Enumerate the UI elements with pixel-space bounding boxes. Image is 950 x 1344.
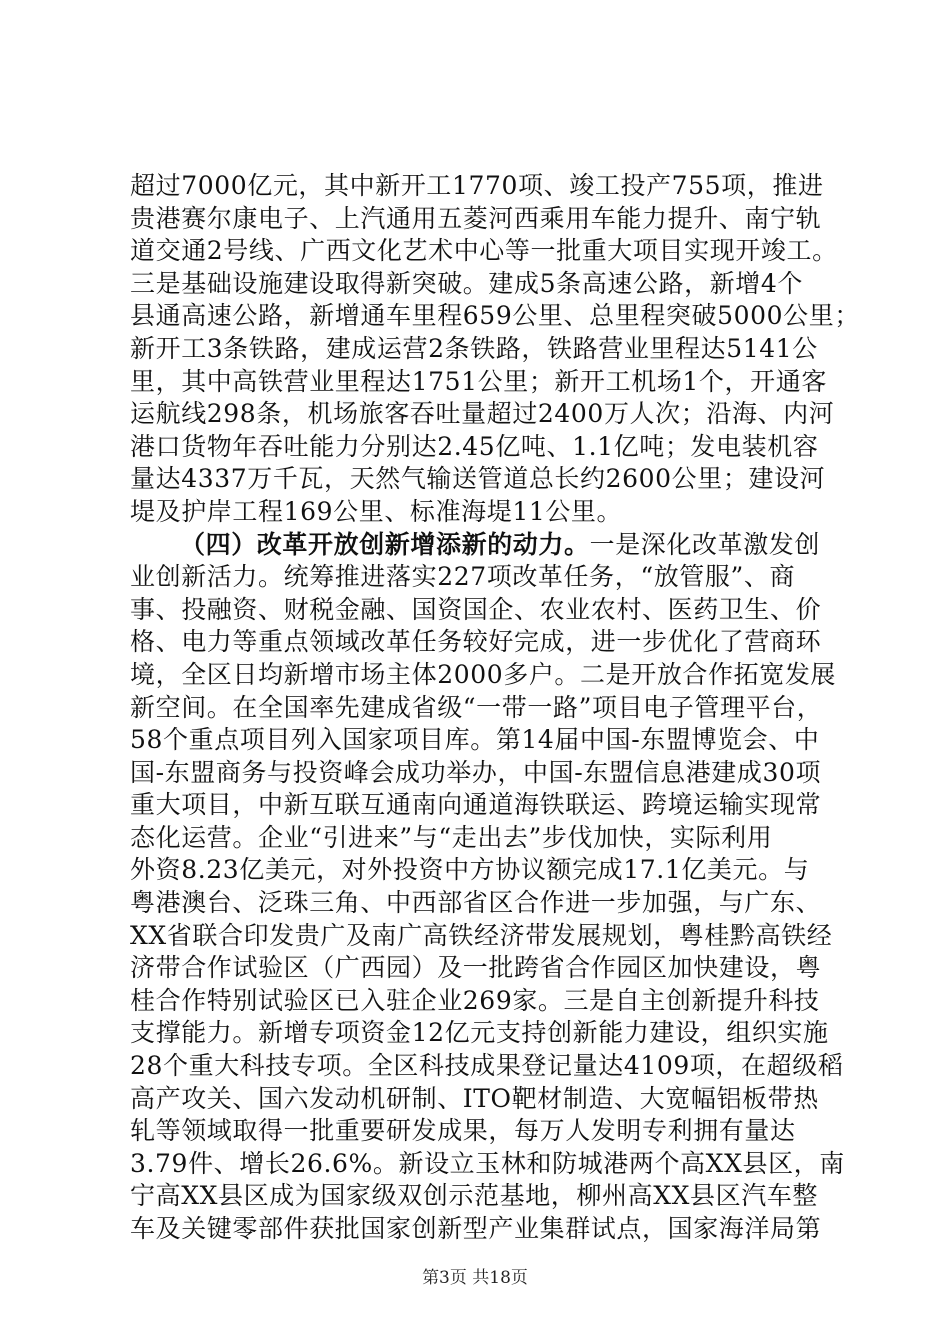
text-line: 县通高速公路，新增通车里程659公里、总里程突破5000公里； (130, 301, 860, 331)
text-line: 3.79件、增长26.6%。新设立玉林和防城港两个高XX县区，南 (130, 1148, 845, 1178)
text-line: 境，全区日均新增市场主体2000多户。二是开放合作拓宽发展 (130, 659, 837, 689)
text-line: 国-东盟商务与投资峰会成功举办，中国-东盟信息港建成30项 (130, 757, 822, 787)
text-line: 量达4337万千瓦，天然气输送管道总长约2600公里；建设河 (130, 464, 826, 494)
text-line: 新开工3条铁路，建成运营2条铁路，铁路营业里程达5141公 (130, 333, 818, 363)
text-line: 态化运营。企业“引进来”与“走出去”步伐加快，实际利用 (130, 822, 773, 852)
text-line: 车及关键零部件获批国家创新型产业集群试点，国家海洋局第 (130, 1214, 822, 1243)
text-line: 支撑能力。新增专项资金12亿元支持创新能力建设，组织实施 (130, 1018, 829, 1048)
page-footer: 第3页 共18页 (422, 1268, 528, 1288)
text-line: 业创新活力。统筹推进落实227项改革任务，“放管服”、商 (130, 562, 796, 592)
section-first-line (130, 529, 830, 562)
text-line: 28个重大科技专项。全区科技成果登记量达4109项，在超级稻 (130, 1051, 844, 1081)
text-line: 外资8.23亿美元，对外投资中方协议额完成17.1亿美元。与 (130, 855, 810, 885)
text-line: 格、电力等重点领域改革任务较好完成，进一步优化了营商环 (130, 627, 822, 657)
text-line: 事、投融资、财税金融、国资国企、农业农村、医药卫生、价 (130, 594, 822, 624)
text-line: 宁高XX县区成为国家级双创示范基地，柳州高XX县区汽车整 (130, 1181, 818, 1211)
text-line: 济带合作试验区（广西园）及一批跨省合作园区加快建设，粤 (130, 953, 822, 983)
text-line: 桂合作特别试验区已入驻企业269家。三是自主创新提升科技 (130, 985, 820, 1015)
section-first-line-text: 一是深化改革激发创 (589, 529, 821, 559)
text-line: 58个重点项目列入国家项目库。第14届中国-东盟博览会、中 (130, 725, 820, 755)
text-line: 道交通2号线、广西文化艺术中心等一批重大项目实现开竣工。 (130, 236, 838, 266)
text-line: 粤港澳台、泛珠三角、中西部省区合作进一步加强，与广东、 (130, 888, 822, 918)
text-line: 港口货物年吞吐能力分别达2.45亿吨、1.1亿吨；发电装机容 (130, 431, 819, 461)
text-line: 运航线298条，机场旅客吞吐量超过2400万人次；沿海、内河 (130, 399, 835, 429)
text-line: 三是基础设施建设取得新突破。建成5条高速公路，新增4个 (130, 268, 804, 298)
text-line: 轧等领域取得一批重要研发成果，每万人发明专利拥有量达 (130, 1116, 796, 1146)
text-line: 堤及护岸工程169公里、标准海堤11公里。 (130, 496, 623, 526)
body-text (130, 170, 860, 1246)
section-heading: （四）改革开放创新增添新的动力。 (180, 529, 590, 559)
text-line: 高产攻关、国六发动机研制、ITO靶材制造、大宽幅铝板带热 (130, 1083, 819, 1113)
text-line: 重大项目，中新互联互通南向通道海铁联运、跨境运输实现常 (130, 790, 822, 820)
text-line: 新空间。在全国率先建成省级“一带一路”项目电子管理平台， (130, 692, 823, 722)
text-line: 贵港赛尔康电子、上汽通用五菱河西乘用车能力提升、南宁轨 (130, 203, 822, 233)
text-line: 里，其中高铁营业里程达1751公里；新开工机场1个，开通客 (130, 366, 827, 396)
text-line: XX省联合印发贵广及南广高铁经济带发展规划，粤桂黔高铁经 (130, 920, 833, 950)
text-line: 超过7000亿元，其中新开工1770项、竣工投产755项，推进 (130, 171, 824, 200)
